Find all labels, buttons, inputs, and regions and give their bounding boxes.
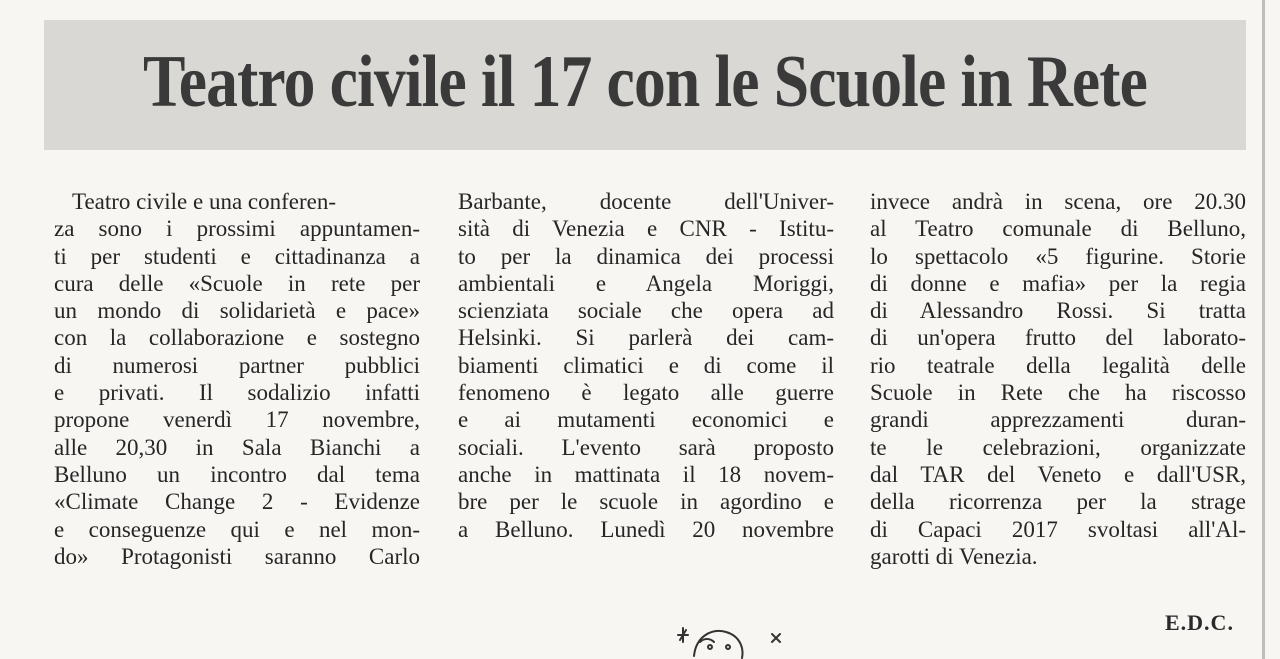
- column-1-line: ti per studenti e cittadinanza a: [54, 243, 420, 269]
- column-1-line: Belluno un incontro dal tema: [54, 461, 420, 487]
- column-3-line: grandi apprezzamenti duran-: [870, 407, 1246, 433]
- column-2-line: e ai mutamenti economici e: [458, 407, 834, 433]
- column-3-line: di Alessandro Rossi. Si tratta: [870, 298, 1246, 324]
- column-3-line: lo spettacolo «5 figurine. Storie: [870, 243, 1246, 269]
- column-2-line: fenomeno è legato alle guerre: [458, 380, 834, 406]
- column-1-line: con la collaborazione e sostegno: [54, 325, 420, 351]
- column-1-line: propone venerdì 17 novembre,: [54, 407, 420, 433]
- column-3-line: dal TAR del Veneto e dall'USR,: [870, 461, 1246, 487]
- column-2-line: biamenti climatici e di come il: [458, 352, 834, 378]
- column-2-line: sità di Venezia e CNR - Istitu-: [458, 216, 834, 242]
- column-2-line: anche in mattinata il 18 novem-: [458, 461, 834, 487]
- column-3-line: garotti di Venezia.: [870, 543, 1038, 569]
- column-2-line: ambientali e Angela Moriggi,: [458, 270, 834, 296]
- column-1-line: e conseguenze qui e nel mon-: [54, 516, 420, 542]
- column-3-line: di donne e mafia» per la regia: [870, 270, 1246, 296]
- column-2-line: Helsinki. Si parlerà dei cam-: [458, 325, 834, 351]
- column-3-line: Scuole in Rete che ha riscosso: [870, 380, 1246, 406]
- column-3-line: di un'opera frutto del laborato-: [870, 325, 1246, 351]
- column-3-line: invece andrà in scena, ore 20.30: [870, 189, 1246, 214]
- column-1-line: alle 20,30 in Sala Bianchi a: [54, 434, 420, 460]
- column-2-line: scienziata sociale che opera ad: [458, 298, 834, 324]
- column-1-line: di numerosi partner pubblici: [54, 352, 420, 378]
- column-2-line: bre per le scuole in agordino e: [458, 489, 834, 515]
- column-3-line: di Capaci 2017 svoltasi all'Al-: [870, 516, 1246, 542]
- article-column-1: [54, 188, 420, 570]
- column-1-line: un mondo di solidarietà e pace»: [54, 298, 420, 324]
- column-2-line: sociali. L'evento sarà proposto: [458, 434, 834, 460]
- headline: Teatro civile il 17 con le Scuole in Rete: [142, 41, 1148, 123]
- decorative-face-icon: [676, 620, 786, 659]
- column-2-line: a Belluno. Lunedì 20 novembre: [458, 516, 834, 542]
- column-1-line: za sono i prossimi appuntamen-: [54, 216, 420, 242]
- column-2-line: to per la dinamica dei processi: [458, 243, 834, 269]
- column-3-line: te le celebrazioni, organizzate: [870, 434, 1246, 460]
- column-1-line: cura delle «Scuole in rete per: [54, 270, 420, 296]
- author-signoff: E.D.C.: [1165, 610, 1234, 635]
- right-column-rule: [1262, 0, 1265, 659]
- column-2-line: Barbante, docente dell'Univer-: [458, 189, 834, 214]
- column-3-line: al Teatro comunale di Belluno,: [870, 216, 1246, 242]
- column-1-line: Teatro civile e una conferen-: [72, 189, 337, 214]
- article-column-2: [458, 188, 834, 543]
- column-1-line: «Climate Change 2 - Evidenze: [54, 489, 420, 515]
- column-1-line: e privati. Il sodalizio infatti: [54, 380, 420, 406]
- column-3-line: rio teatrale della legalità delle: [870, 352, 1246, 378]
- column-3-line: della ricorrenza per la strage: [870, 489, 1246, 515]
- article-column-3: [870, 188, 1246, 570]
- column-1-line: do» Protagonisti saranno Carlo: [54, 543, 420, 569]
